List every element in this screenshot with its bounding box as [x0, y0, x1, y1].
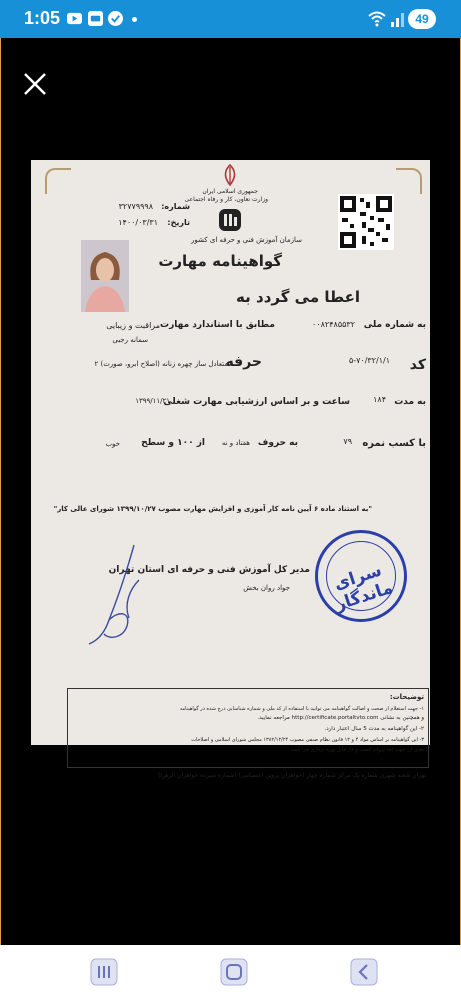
image-viewer	[0, 38, 461, 945]
duration-date: ۱۳۹۹/۱۱/۲۱	[135, 397, 170, 405]
number-label: شماره:	[161, 202, 190, 211]
ornament-corner	[396, 168, 422, 194]
notification-dot	[132, 17, 137, 22]
home-icon[interactable]	[219, 957, 249, 987]
date-label: تاریخ:	[167, 218, 190, 227]
level-value: خوب	[105, 440, 120, 448]
director-name: جواد روان بخش	[243, 584, 290, 592]
footer-text: تهران شعبه شهری شماره یک مرکز شماره چهار (خواهران پروین اعتصامی) (شماره سیزده خواهران الزهرا)	[157, 772, 426, 779]
portrait-image	[81, 240, 129, 312]
national-id-value: ۰۰۸۲۴۸۵۵۳۲	[312, 320, 355, 329]
check-icon	[108, 11, 123, 26]
national-id-label: به شماره ملی	[363, 320, 426, 330]
letters-label: به حروف	[257, 438, 298, 448]
youtube-icon	[67, 11, 82, 26]
note-3b: بعدی آن جهت اخذ پروانه کسب و کار قابل بهره برداری می باشد.	[289, 747, 424, 753]
of-label: از ۱۰۰ و سطح	[141, 438, 205, 448]
score-value: ۷۹	[343, 437, 352, 446]
seal-text: سرای ماندگار	[331, 560, 396, 616]
number-value: ۳۲۷۷۹۹۹۸	[118, 202, 153, 211]
awarded-text: اعطا می گردد به	[236, 288, 360, 306]
note-3: ۳- این گواهینامه بر اساس مواد ۴ و ۱۲ قانون نظام صنفی مصوب ۱۳۸۲/۱۲/۲۴ مجلس شورای اسلامی و اصلاحات	[191, 737, 424, 743]
tvto-logo-icon	[218, 208, 242, 232]
note-2: ۲- این گواهینامه به مدت 5 سال اعتبار دارد.	[324, 726, 424, 732]
duration-text: ساعت و بر اساس ارزشیابی مهارت شغلی	[163, 397, 350, 407]
signature	[79, 540, 159, 650]
certificate-image[interactable]	[31, 160, 430, 779]
standard-value: مراقبت و زیبایی	[106, 321, 160, 330]
duration-label: به مدت	[394, 397, 426, 407]
notes-box	[67, 688, 429, 768]
profession-label: حرفه	[225, 354, 262, 370]
duration-value: ۱۸۴	[373, 395, 386, 404]
code-value: ۵-۷۰/۳۲/۱/۱	[348, 356, 390, 365]
status-bar	[0, 0, 461, 38]
status-time: 1:05	[24, 8, 61, 28]
code-label: کد	[409, 357, 426, 373]
wifi-icon	[368, 11, 386, 27]
standard-label: مطابق با استاندارد مهارت	[160, 320, 275, 330]
notes-title: توضیحات:	[389, 693, 424, 701]
signal-icon	[390, 12, 406, 27]
iran-emblem-icon	[218, 164, 242, 186]
navigation-bar	[0, 945, 461, 1000]
close-icon[interactable]	[15, 64, 55, 104]
profession-value: متعادل ساز چهره زنانه (اصلاح ابرو، صورت) ۲	[94, 360, 228, 368]
note-1b: و همچنین به نشانی http://certificate.portaltvto.com مراجعه نمایید.	[257, 715, 424, 721]
back-icon[interactable]	[349, 957, 379, 987]
header-line2: وزارت تعاون، کار و رفاه اجتماعی	[184, 196, 268, 203]
note-1: ۱- جهت استعلام از صحت و اصالت گواهینامه می توانید با استفاده از کد ملی و شماره شناسایی درج شده در گواهینامه	[179, 706, 424, 712]
letters-value: هفتاد و نه	[221, 439, 250, 447]
recents-icon[interactable]	[89, 957, 119, 987]
article-text: "به استناد ماده ۶ آیین نامه کار آموزی و افزایش مهارت مصوب ۱۳۹۹/۱۰/۲۷ شورای عالی کار"	[53, 505, 372, 513]
holder-photo	[81, 240, 129, 312]
holder-name: سمانه رجبی	[112, 336, 148, 344]
battery-indicator: 49	[408, 9, 436, 29]
header-line1: جمهوری اسلامی ایران	[202, 188, 258, 195]
ornament-corner	[45, 168, 71, 194]
certificate-title: گواهینامه مهارت	[158, 252, 282, 270]
director-title: مدیر کل آموزش فنی و حرفه ای استان تهران	[108, 565, 310, 575]
seal-stamp	[315, 530, 407, 622]
qr-code	[338, 194, 394, 250]
org-name: سازمان آموزش فنی و حرفه ای کشور	[191, 236, 302, 244]
score-label: با کسب نمره	[362, 438, 426, 449]
app-badge-icon	[88, 11, 103, 26]
date-value: ۱۴۰۰/۰۳/۳۱	[118, 218, 158, 227]
